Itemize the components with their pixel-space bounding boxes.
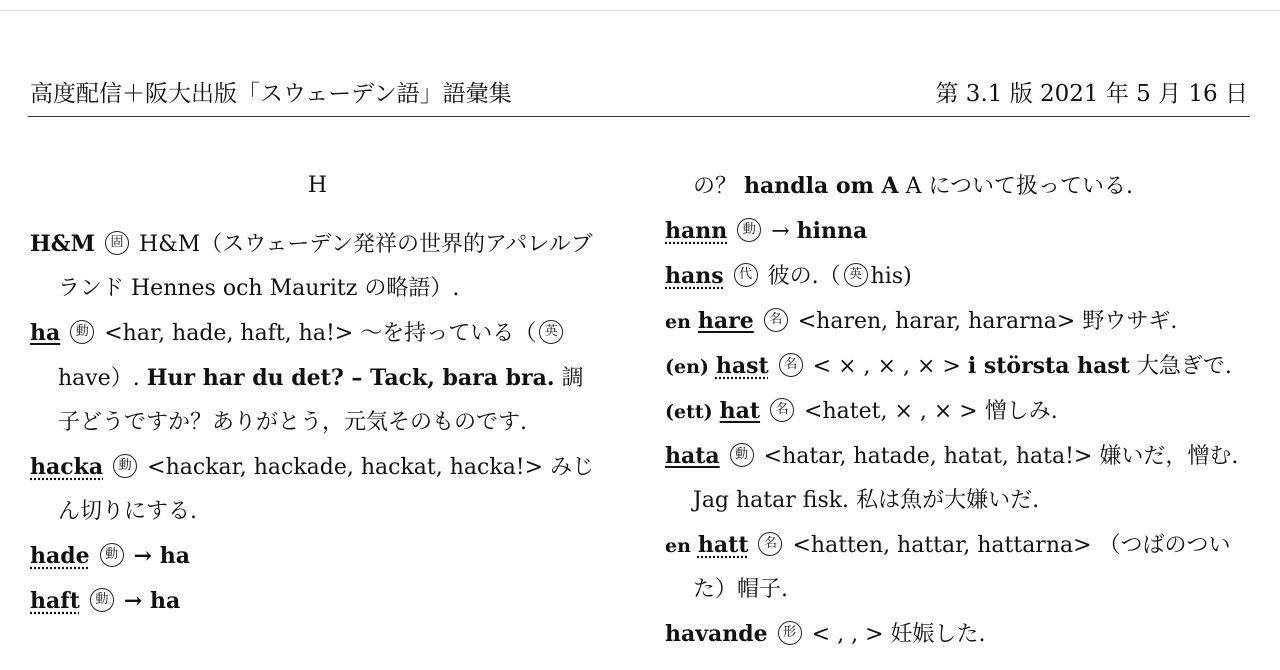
section-letter: H bbox=[307, 173, 328, 198]
article: en bbox=[665, 311, 691, 333]
pos-badge: 形 bbox=[778, 621, 802, 645]
example-translation: 私は魚が大嫌いだ. bbox=[856, 488, 1040, 513]
header-title: 高度配信＋阪大出版「スウェーデン語」語彙集 bbox=[30, 81, 512, 107]
headword: H&M bbox=[30, 231, 96, 257]
headword: hacka bbox=[30, 454, 104, 480]
entry-hat bbox=[665, 389, 1250, 434]
english-equivalent: his) bbox=[870, 264, 912, 289]
definition: 彼の.（ bbox=[767, 264, 841, 289]
definition: （つばのついた）帽子. bbox=[693, 533, 1231, 602]
article: (ett) bbox=[665, 401, 713, 423]
headword: ha bbox=[30, 320, 61, 346]
entry-havande bbox=[665, 612, 1250, 657]
pos-badge: 動 bbox=[113, 454, 137, 478]
entry-hatt bbox=[665, 523, 1250, 612]
definition: 嫌いだ，憎む. bbox=[1099, 444, 1239, 469]
example-sentence: Jag hatar fisk. bbox=[693, 488, 850, 513]
headword: hatt bbox=[697, 532, 749, 558]
definition: みじん切りにする. bbox=[58, 455, 595, 524]
definition: 妊娠した. bbox=[890, 622, 986, 647]
pos-badge: 動 bbox=[70, 320, 94, 344]
headword: hade bbox=[30, 543, 90, 569]
pos-badge: 動 bbox=[737, 218, 761, 242]
cross-reference: → ha bbox=[123, 588, 181, 614]
inflection-forms: <haren, harar, hararna> bbox=[797, 309, 1076, 334]
headword: hann bbox=[665, 218, 728, 244]
cross-reference: hinna bbox=[796, 218, 868, 244]
arrow: → bbox=[771, 219, 790, 244]
example-translation: 大急ぎで. bbox=[1136, 354, 1232, 379]
inflection-forms: <hatten, hattar, hattarna> bbox=[792, 533, 1092, 558]
article: (en) bbox=[665, 356, 709, 378]
pos-badge: 動 bbox=[100, 543, 124, 567]
inflection-forms: < , , > bbox=[811, 622, 884, 647]
left-column bbox=[30, 160, 605, 624]
headword: hare bbox=[697, 308, 754, 334]
inflection-forms: <hatet, × , × > bbox=[804, 399, 978, 424]
definition: 憎しみ. bbox=[984, 399, 1058, 424]
headword: hat bbox=[719, 398, 761, 424]
headword: hans bbox=[665, 263, 724, 289]
definition: 〜を持っている（ bbox=[360, 321, 537, 346]
header-version-date: 第 3.1 版 2021 年 5 月 16 日 bbox=[935, 81, 1248, 107]
continued-text: の？ bbox=[693, 174, 738, 199]
entry-ha bbox=[30, 311, 605, 445]
inflection-forms: < × , × , × > bbox=[812, 354, 961, 379]
entry-haft bbox=[30, 579, 605, 624]
example-translation: A について扱っている. bbox=[905, 174, 1134, 199]
headword: hast bbox=[715, 353, 769, 379]
example-translation: 調子どうですか？ありがとう，元気そのものです. bbox=[58, 366, 584, 435]
pos-badge: 代 bbox=[734, 263, 758, 287]
article: en bbox=[665, 535, 691, 557]
headword: havande bbox=[665, 621, 768, 647]
entry-hare bbox=[665, 299, 1250, 344]
entry-hade bbox=[30, 534, 605, 579]
headword: haft bbox=[30, 588, 80, 614]
pos-badge: 動 bbox=[730, 443, 754, 467]
cross-reference: → ha bbox=[133, 543, 190, 569]
pos-badge: 名 bbox=[770, 398, 794, 422]
entry-hann bbox=[665, 209, 1250, 254]
definition: H&M（スウェーデン発祥の世界的アパレルブランド Hennes och Mauritz の略語）. bbox=[58, 232, 593, 301]
example-phrase: i största hast bbox=[967, 353, 1130, 379]
entry-hast bbox=[665, 344, 1250, 389]
pos-badge: 名 bbox=[779, 353, 803, 377]
inflection-forms: <hatar, hatade, hatat, hata!> bbox=[763, 444, 1093, 469]
right-column bbox=[665, 164, 1250, 657]
inflection-forms: <har, hade, haft, ha!> bbox=[104, 321, 354, 346]
entry-h-and-m bbox=[30, 222, 605, 311]
inflection-forms: <hackar, hackade, hackat, hacka!> bbox=[147, 455, 544, 480]
entry-hacka bbox=[30, 445, 605, 534]
entry-continuation bbox=[665, 164, 1250, 209]
definition: 野ウサギ. bbox=[1082, 309, 1178, 334]
pos-badge: 動 bbox=[90, 588, 114, 612]
example-phrase: handla om A bbox=[744, 173, 899, 199]
english-badge: 英 bbox=[539, 320, 563, 344]
pos-badge: 固 bbox=[105, 231, 129, 255]
entry-hans bbox=[665, 254, 1250, 299]
pos-badge: 名 bbox=[764, 308, 788, 332]
english-equivalent: have）. bbox=[58, 366, 140, 391]
example-sentence: Hur har du det? – Tack, bara bra. bbox=[146, 365, 555, 391]
headword: hata bbox=[665, 443, 720, 469]
english-badge: 英 bbox=[844, 263, 868, 287]
entry-hata bbox=[665, 434, 1250, 523]
pos-badge: 名 bbox=[758, 532, 782, 556]
